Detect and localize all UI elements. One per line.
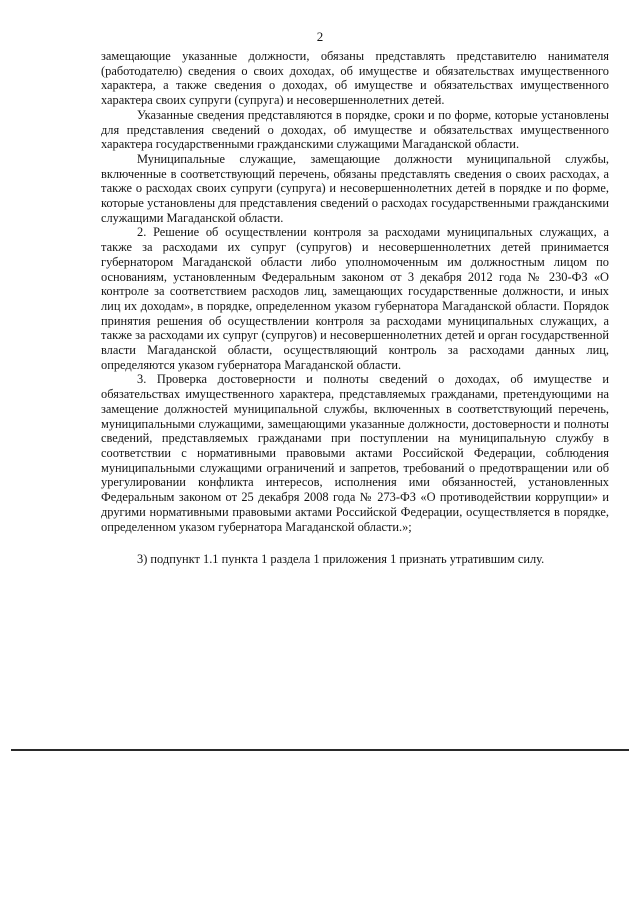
paragraph-reporting-procedure: Указанные сведения представляются в порядке, сроки и по форме, которые установлены для представления сведений о доходах, об имуществе и обязательствах имущественного характера государственными гражданскими служащими Магаданской области. bbox=[101, 107, 609, 152]
bottom-rule bbox=[11, 749, 629, 751]
paragraph-continuation: замещающие указанные должности, обязаны представлять представителю нанимателя (работодателю) сведения о своих доходах, об имуществе и обязательствах имущественного характера, а также сведения о доходах, об имуществе и обязательствах имущественного характера своих супруги (супруга) и несовершеннолетних детей. bbox=[101, 49, 609, 108]
paragraph-expense-reporting: Муниципальные служащие, замещающие должности муниципальной службы, включенные в соответствующий перечень, обязаны представлять сведения о своих расходах, а также о расходах своих супруги (супруга) и несовершеннолетних детей в порядке и по форме, которые установлены для представления сведений о расходах государственными гражданскими служащими Магаданской области. bbox=[101, 151, 609, 225]
document-body bbox=[101, 49, 609, 567]
paragraph-subitem-3: 3) подпункт 1.1 пункта 1 раздела 1 приложения 1 признать утратившим силу. bbox=[137, 552, 545, 567]
paragraph-item-2: 2. Решение об осуществлении контроля за расходами муниципальных служащих, а также за расходами их супруг (супругов) и несовершеннолетних детей принимается губернатором Магаданской области либо уполномоченным им должностным лицом по основаниям, установленным Федеральным законом от 3 декабря 2012 года № 230-ФЗ «О контроле за соответствием расходов лиц, замещающих государственные должности, и иных лиц их доходам», в порядке, определенном указом губернатора Магаданской области. Порядок принятия решения об осуществлении контроля за расходами муниципальных служащих, а также за расходами их супруг (супругов) и несовершеннолетних детей и орган государственной власти Магаданской области, осуществляющий контроль за расходами данных лиц, определяются указом губернатора Магаданской области. bbox=[101, 225, 609, 372]
page-number: 2 bbox=[316, 29, 324, 44]
paragraph-item-3: 3. Проверка достоверности и полноты сведений о доходах, об имуществе и обязательствах имущественного характера, представляемых гражданами, претендующими на замещение должностей муниципальной службы, включенных в соответствующий перечень, муниципальными служащими, замещающими указанные должности, достоверности и полноты сведений, представляемых гражданами при поступлении на муниципальную службу в соответствии с нормативными правовыми актами Российской Федерации, соблюдения муниципальными служащими ограничений и запретов, требований о предотвращении или об урегулировании конфликта интересов, исполнения ими обязанностей, установленных Федеральным законом от 25 декабря 2008 года № 273-ФЗ «О противодействии коррупции» и другими нормативными правовыми актами Российской Федерации, осуществляется в порядке, определенном указом губернатора Магаданской области.»; bbox=[101, 372, 609, 534]
